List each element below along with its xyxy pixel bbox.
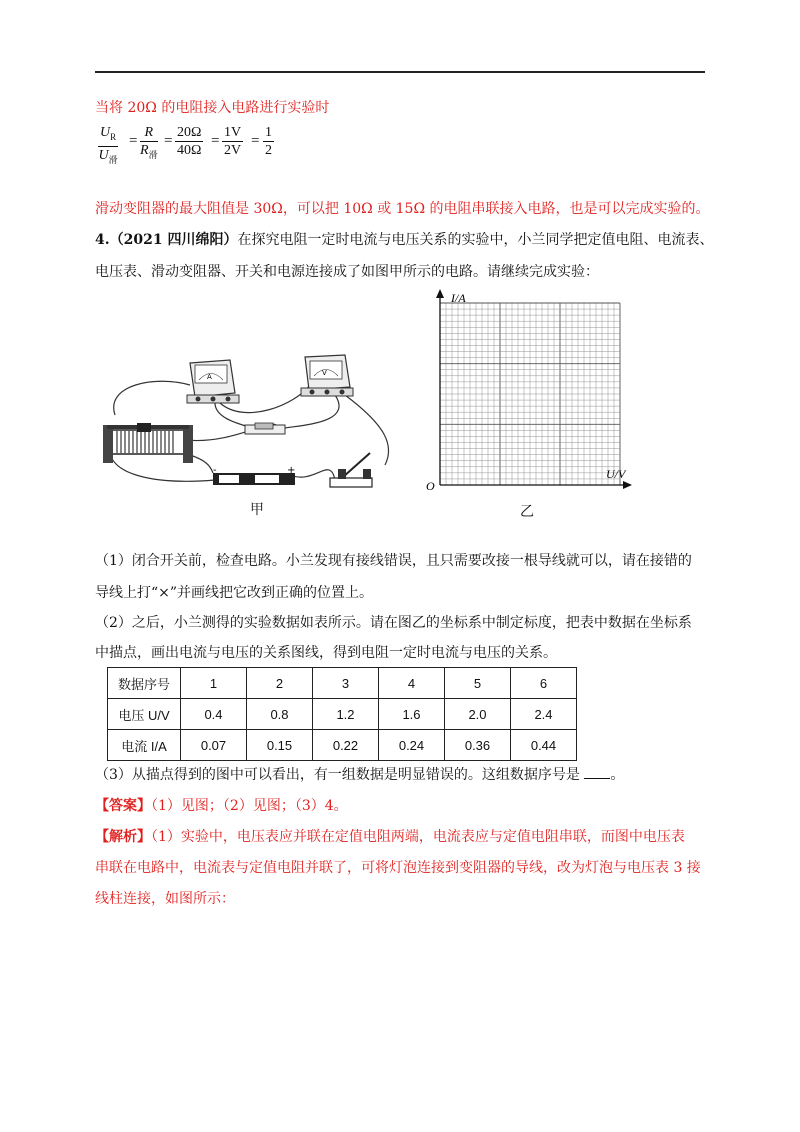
table-cell: 0.07 [181, 730, 247, 761]
table-row [108, 730, 577, 761]
svg-text:A: A [207, 373, 212, 381]
y-axis-arrow [436, 289, 444, 298]
table-cell: 0.24 [379, 730, 445, 761]
circuit-caption: 甲 [250, 502, 264, 518]
svg-text:+: + [287, 465, 296, 476]
table-cell: 2.0 [445, 699, 511, 730]
voltmeter [301, 355, 353, 396]
fraction-volt-values: $\frac{1V}{2V}$ [224, 125, 242, 158]
table-cell: 1.6 [379, 699, 445, 730]
table-cell: 数据序号 [108, 668, 181, 699]
part3-line: （3）从描点得到的图中可以看出，有一组数据是明显错误的。这组数据序号是 。 [95, 767, 625, 783]
header-rule [95, 71, 705, 73]
svg-text:V: V [322, 369, 327, 377]
fraction-ohm-values: $\frac{20\Omega}{40\Omega}$ [177, 125, 202, 158]
switch [330, 453, 372, 487]
graph-caption: 乙 [520, 504, 534, 520]
table-cell: 0.44 [511, 730, 577, 761]
battery [213, 465, 295, 485]
origin-label: O [426, 479, 435, 493]
question-4-line2: 电压表、滑动变阻器、开关和电源连接成了如图甲所示的电路。请继续完成实验： [95, 264, 599, 280]
part1-line1: （1）闭合开关前，检查电路。小兰发现有接线错误，且只需要改接一根导线就可以，请在接错的 [95, 553, 692, 569]
table-row [108, 699, 577, 730]
graph-grid [440, 303, 620, 485]
table-cell: 2 [247, 668, 313, 699]
table-cell: 电压 U/V [108, 699, 181, 730]
circuit-diagram [95, 345, 415, 495]
ammeter [187, 360, 239, 403]
table-header-row [108, 668, 577, 699]
table-cell: 3 [313, 668, 379, 699]
table-cell: 4 [379, 668, 445, 699]
data-table [107, 667, 577, 761]
analysis-line2: 串联在电路中，电流表与定值电阻并联了，可将灯泡连接到变阻器的导线，改为灯泡与电压表 3 接 [95, 860, 701, 876]
x-axis-arrow [623, 481, 632, 489]
answer-blank[interactable] [584, 765, 610, 779]
y-axis-label: I/A [451, 291, 466, 305]
top-note: 当将 20Ω 的电阻接入电路进行实验时 [95, 100, 330, 116]
fraction-resistance-ratio: R $R_滑$ [140, 125, 158, 160]
fixed-resistor [245, 423, 285, 434]
part1-line2: 导线上打“×”并画线把它改到正确的位置上。 [95, 585, 374, 601]
table-cell: 1.2 [313, 699, 379, 730]
table-cell: 0.15 [247, 730, 313, 761]
table-cell: 0.22 [313, 730, 379, 761]
table-cell: 电流 I/A [108, 730, 181, 761]
table-cell: 0.8 [247, 699, 313, 730]
fraction-result: $\frac{1}{2}$ [265, 125, 272, 158]
table-cell: 0.4 [181, 699, 247, 730]
question-4-line1: 4.（2021 四川绵阳）在探究电阻一定时电流与电压关系的实验中，小兰同学把定值电阻、电流表、 [95, 232, 714, 248]
blank-graph [420, 288, 635, 493]
table-cell: 6 [511, 668, 577, 699]
x-axis-label: U/V [606, 467, 626, 481]
svg-text:-: - [213, 465, 217, 476]
analysis-line1: 【解析】（1）实验中，电压表应并联在定值电阻两端，电流表应与定值电阻串联，而图中电压表 [95, 829, 685, 845]
note-max-resistance: 滑动变阻器的最大阻值是 30Ω，可以把 10Ω 或 15Ω 的电阻串联接入电路，也是可以完成实验的。 [95, 201, 710, 217]
part2-line2: 中描点，画出电流与电压的关系图线，得到电阻一定时电流与电压的关系。 [95, 645, 557, 661]
part2-line1: （2）之后，小兰测得的实验数据如表所示。请在图乙的坐标系中制定标度，把表中数据在坐标系 [95, 615, 692, 631]
slide-rheostat [103, 423, 193, 463]
table-cell: 0.36 [445, 730, 511, 761]
table-cell: 5 [445, 668, 511, 699]
table-cell: 2.4 [511, 699, 577, 730]
answer-line: 【答案】（1）见图；（2）见图；（3）4。 [95, 798, 348, 814]
analysis-line3: 线柱连接，如图所示： [95, 891, 235, 907]
fraction-voltage-ratio: $U_R$ $U_滑$ [98, 125, 118, 165]
table-cell: 1 [181, 668, 247, 699]
